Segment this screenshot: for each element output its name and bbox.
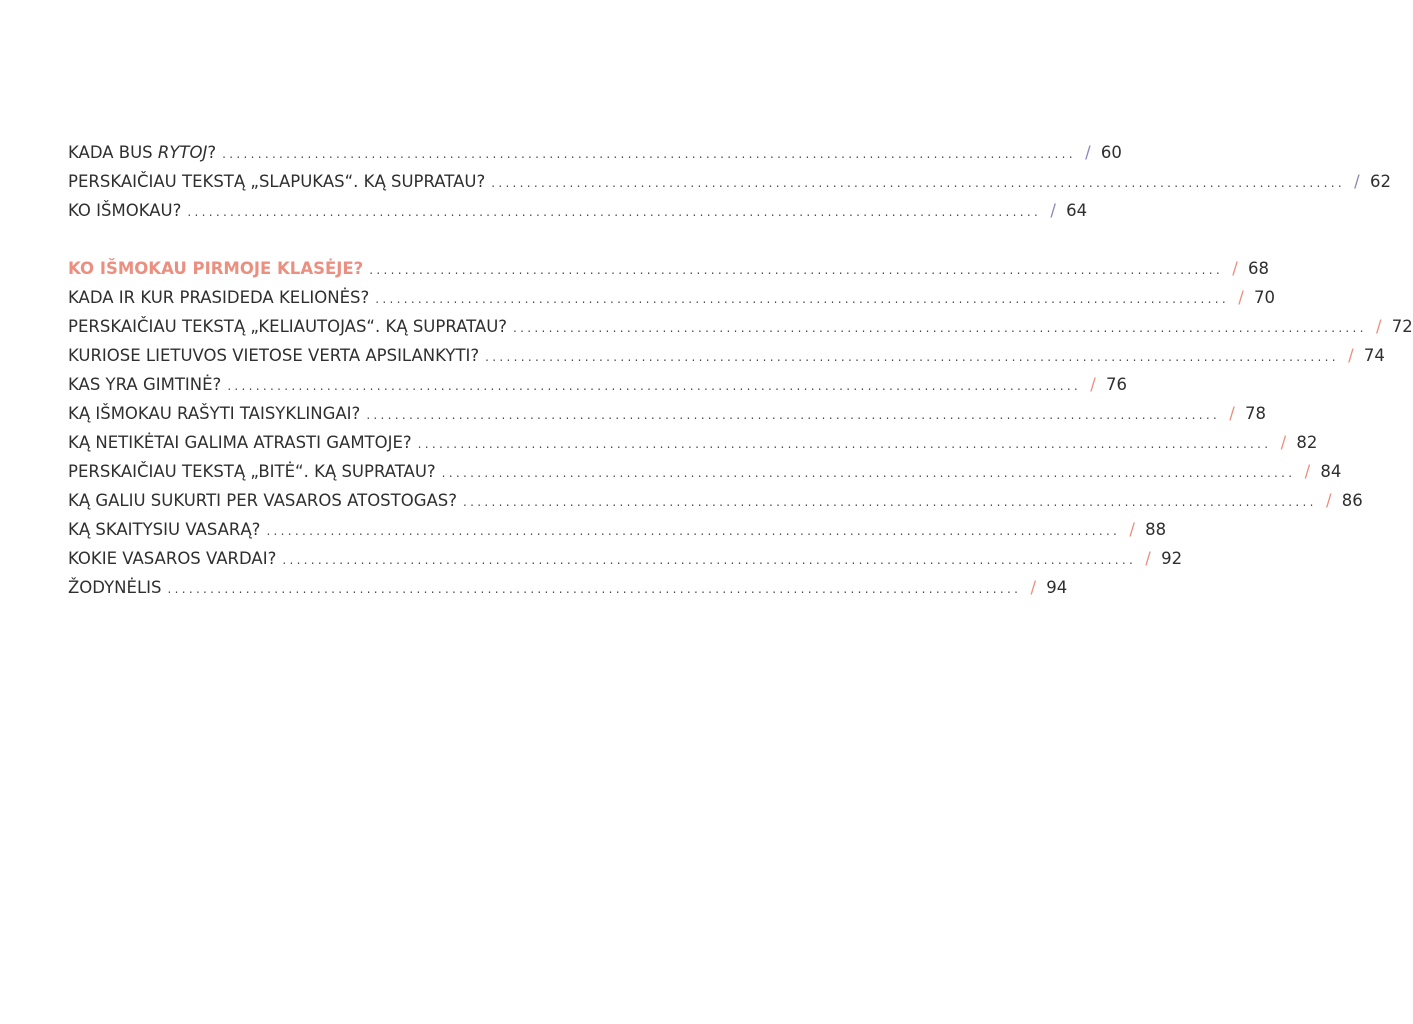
toc-separator: /: [1376, 317, 1382, 336]
dot-leader: ........................................................................................................................: [369, 263, 1223, 277]
toc-entry: [68, 544, 1183, 573]
toc-entry: [68, 370, 1128, 399]
toc-page-number: 68: [1247, 259, 1269, 278]
dot-leader: ........................................................................................................................: [227, 379, 1082, 393]
toc-separator: /: [1354, 172, 1360, 191]
toc-page-number: 74: [1363, 346, 1385, 365]
toc-entry-title: KURIOSE LIETUVOS VIETOSE VERTA APSILANKYTI?: [68, 346, 480, 365]
dot-leader: ........................................................................................................................: [366, 408, 1221, 422]
toc-entry-title: KĄ SKAITYSIU VASARĄ?: [68, 520, 261, 539]
toc-page-number: 72: [1391, 317, 1413, 336]
dot-leader: ........................................................................................................................: [417, 437, 1272, 451]
toc-entry-title: KO IŠMOKAU?: [68, 201, 182, 220]
toc-page-number: 86: [1341, 491, 1363, 510]
toc-page-number: 76: [1106, 375, 1128, 394]
toc-page-number: 70: [1253, 288, 1275, 307]
toc-separator: /: [1229, 404, 1235, 423]
toc-page-number: 88: [1145, 520, 1167, 539]
toc-entry: [68, 486, 1363, 515]
toc-group: [68, 138, 1391, 225]
toc-separator: /: [1280, 433, 1287, 452]
toc-page-number: 64: [1066, 201, 1088, 220]
toc-entry-title: KAS YRA GIMTINĖ?: [68, 375, 222, 394]
toc-separator: /: [1129, 520, 1135, 539]
toc-group: [68, 254, 1413, 602]
toc-entry-title: KOKIE VASAROS VARDAI?: [68, 549, 277, 568]
dot-leader: ........................................................................................................................: [463, 495, 1317, 509]
toc-page-number: 84: [1320, 462, 1342, 481]
toc-separator: /: [1238, 288, 1244, 307]
table-of-contents: [68, 138, 1413, 602]
dot-leader: ........................................................................................................................: [441, 466, 1296, 480]
toc-separator: /: [1085, 143, 1091, 162]
toc-entry: [68, 167, 1391, 196]
toc-separator: /: [1232, 259, 1238, 278]
toc-page-number: 94: [1046, 578, 1068, 597]
toc-entry-title: KĄ NETIKĖTAI GALIMA ATRASTI GAMTOJE?: [68, 433, 412, 452]
toc-separator: /: [1325, 491, 1332, 510]
toc-entry-title: PERSKAIČIAU TEKSTĄ „SLAPUKAS“. KĄ SUPRATAU?: [68, 172, 486, 191]
dot-leader: ........................................................................................................................: [513, 321, 1367, 335]
toc-page-number: 60: [1100, 143, 1122, 162]
dot-leader: ........................................................................................................................: [222, 147, 1076, 161]
toc-separator: /: [1145, 549, 1151, 568]
toc-entry-title: KĄ IŠMOKAU RAŠYTI TAISYKLINGAI?: [68, 404, 361, 423]
toc-entry-title: ŽODYNĖLIS: [68, 578, 162, 597]
toc-entry: [68, 428, 1318, 457]
toc-entry: [68, 138, 1122, 167]
toc-entry-title: PERSKAIČIAU TEKSTĄ „BITĖ“. KĄ SUPRATAU?: [68, 462, 436, 481]
dot-leader: ........................................................................................................................: [167, 582, 1022, 596]
dot-leader: ........................................................................................................................: [485, 350, 1339, 364]
toc-entry: [68, 283, 1275, 312]
toc-entry-title: KADA IR KUR PRASIDEDA KELIONĖS?: [68, 288, 370, 307]
toc-page-number: 62: [1369, 172, 1391, 191]
toc-entry: [68, 196, 1088, 225]
toc-page-number: 78: [1245, 404, 1267, 423]
toc-entry: [68, 573, 1068, 602]
dot-leader: ........................................................................................................................: [187, 205, 1042, 219]
toc-separator: /: [1348, 346, 1354, 365]
toc-separator: /: [1304, 462, 1311, 481]
toc-entry-title: KĄ GALIU SUKURTI PER VASAROS ATOSTOGAS?: [68, 491, 458, 510]
toc-entry: [68, 399, 1267, 428]
toc-separator: /: [1050, 201, 1056, 220]
toc-entry-title: PERSKAIČIAU TEKSTĄ „KELIAUTOJAS“. KĄ SUPRATAU?: [68, 317, 508, 336]
toc-entry: [68, 312, 1413, 341]
toc-entry: [68, 341, 1385, 370]
toc-entry: [68, 515, 1167, 544]
toc-entry: [68, 457, 1342, 486]
toc-section-heading: [68, 254, 1269, 283]
toc-heading-title: KO IŠMOKAU PIRMOJE KLASĖJE?: [68, 259, 364, 278]
toc-entry-title: KADA BUS RYTOJ?: [68, 143, 217, 162]
toc-separator: /: [1030, 578, 1036, 597]
toc-page-number: 82: [1296, 433, 1318, 452]
dot-leader: ........................................................................................................................: [375, 292, 1229, 306]
dot-leader: ........................................................................................................................: [491, 176, 1345, 190]
toc-page-number: 92: [1161, 549, 1183, 568]
dot-leader: ........................................................................................................................: [282, 553, 1137, 567]
dot-leader: ........................................................................................................................: [266, 524, 1121, 538]
toc-separator: /: [1090, 375, 1096, 394]
